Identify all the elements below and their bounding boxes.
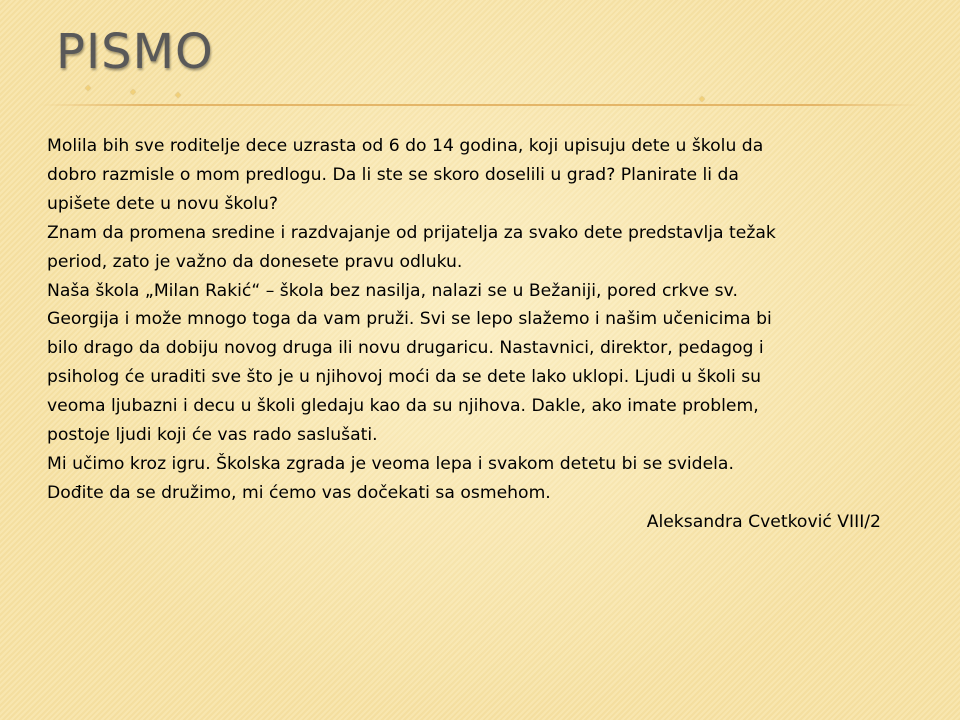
letter-line: bilo drago da dobiju novog druga ili novu drugaricu. Nastavnici, direktor, pedagog i xyxy=(47,338,764,359)
letter-line: upišete dete u novu školu? xyxy=(47,193,279,214)
letter-line: dobro razmisle o mom predlogu. Da li ste se skoro doselili u grad? Planirate li da xyxy=(47,164,739,185)
letter-line: Georgija i može mnogo toga da vam pruži. Svi se lepo slažemo i našim učenicima bi xyxy=(47,309,772,330)
sparkle-decoration xyxy=(699,96,705,102)
letter-body xyxy=(47,132,907,537)
sparkle-decoration xyxy=(175,92,181,98)
letter-line: Naša škola „Milan Rakić“ – škola bez nasilja, nalazi se u Bežaniji, pored crkve sv. xyxy=(47,280,738,301)
letter-line: Dođite da se družimo, mi ćemo vas dočekati sa osmehom. xyxy=(47,482,551,503)
letter-line: Mi učimo kroz igru. Školska zgrada je veoma lepa i svakom detetu bi se svidela. xyxy=(47,453,734,474)
slide-title: PISMO xyxy=(56,24,214,80)
letter-line: Molila bih sve roditelje dece uzrasta od 6 do 14 godina, koji upisuju dete u školu da xyxy=(47,136,764,156)
sparkle-decoration xyxy=(130,89,136,95)
signature: Aleksandra Cvetković VIII/2 xyxy=(646,511,881,532)
letter-line: postoje ljudi koji će vas rado saslušati. xyxy=(47,425,378,446)
letter-line: psiholog će uraditi sve što je u njihovoj moći da se dete lako uklopi. Ljudi u školi su xyxy=(47,367,762,388)
letter-line: veoma ljubazni i decu u školi gledaju kao da su njihova. Dakle, ako imate problem, xyxy=(47,396,759,417)
letter-line: Znam da promena sredine i razdvajanje od prijatelja za svako dete predstavlja težak xyxy=(47,222,776,243)
title-divider xyxy=(40,104,920,106)
sparkle-decoration xyxy=(85,85,91,91)
letter-line: period, zato je važno da donesete pravu odluku. xyxy=(47,251,463,272)
